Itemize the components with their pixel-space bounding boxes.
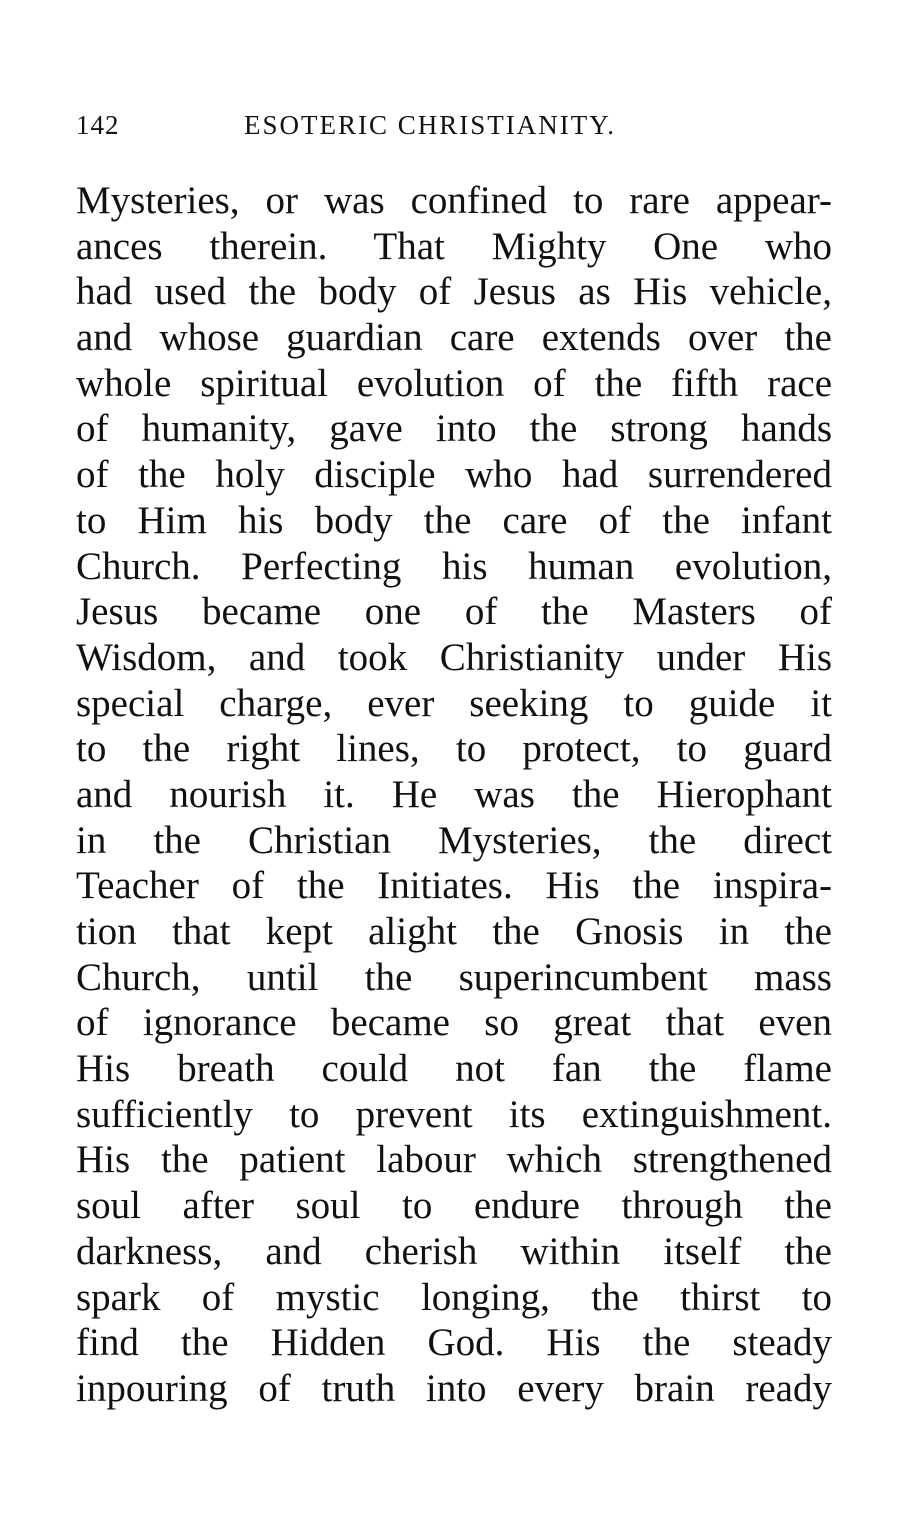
text-line: Teacher of the Initiates. His the inspira- <box>76 864 832 908</box>
text-line: to the right lines, to protect, to guard <box>76 727 832 771</box>
text-line: inpouring of truth into every brain ready <box>76 1366 832 1410</box>
running-header <box>76 110 836 150</box>
text-line: soul after soul to endure through the <box>76 1184 832 1228</box>
text-line: Wisdom, and took Christianity under His <box>76 635 832 679</box>
text-line: Jesus became one of the Masters of <box>76 590 832 634</box>
text-line: special charge, ever seeking to guide it <box>76 681 832 725</box>
text-line: tion that kept alight the Gnosis in the <box>76 910 832 953</box>
page-number: 142 <box>76 110 120 140</box>
text-line: of the holy disciple who had surrendered <box>76 453 832 497</box>
text-line: find the Hidden God. His the steady <box>76 1321 832 1365</box>
text-line: Mysteries, or was confined to rare appear- <box>76 179 832 222</box>
text-line: of humanity, gave into the strong hands <box>76 407 832 451</box>
text-line: whole spiritual evolution of the fifth race <box>76 361 832 405</box>
text-line: had used the body of Jesus as His vehicle, <box>76 270 832 314</box>
text-line: and whose guardian care extends over the <box>76 316 832 360</box>
text-line: sufficiently to prevent its extinguishment. <box>76 1092 832 1136</box>
text-line: of ignorance became so great that even <box>76 1001 832 1045</box>
text-line: Church. Perfecting his human evolution, <box>76 544 832 588</box>
text-line: to Him his body the care of the infant <box>76 498 832 542</box>
running-title: ESOTERIC CHRISTIANITY. <box>244 110 617 140</box>
text-line: Church, until the superincumbent mass <box>76 955 832 999</box>
text-line: and nourish it. He was the Hierophant <box>76 772 832 816</box>
text-line: His breath could not fan the flame <box>76 1047 832 1091</box>
text-line: ances therein. That Mighty One who <box>76 224 832 268</box>
text-line: spark of mystic longing, the thirst to <box>76 1275 832 1319</box>
body-text <box>76 178 832 1412</box>
text-line: in the Christian Mysteries, the direct <box>76 818 832 862</box>
text-line: darkness, and cherish within itself the <box>76 1229 832 1273</box>
text-line: His the patient labour which strengthened <box>76 1138 832 1182</box>
